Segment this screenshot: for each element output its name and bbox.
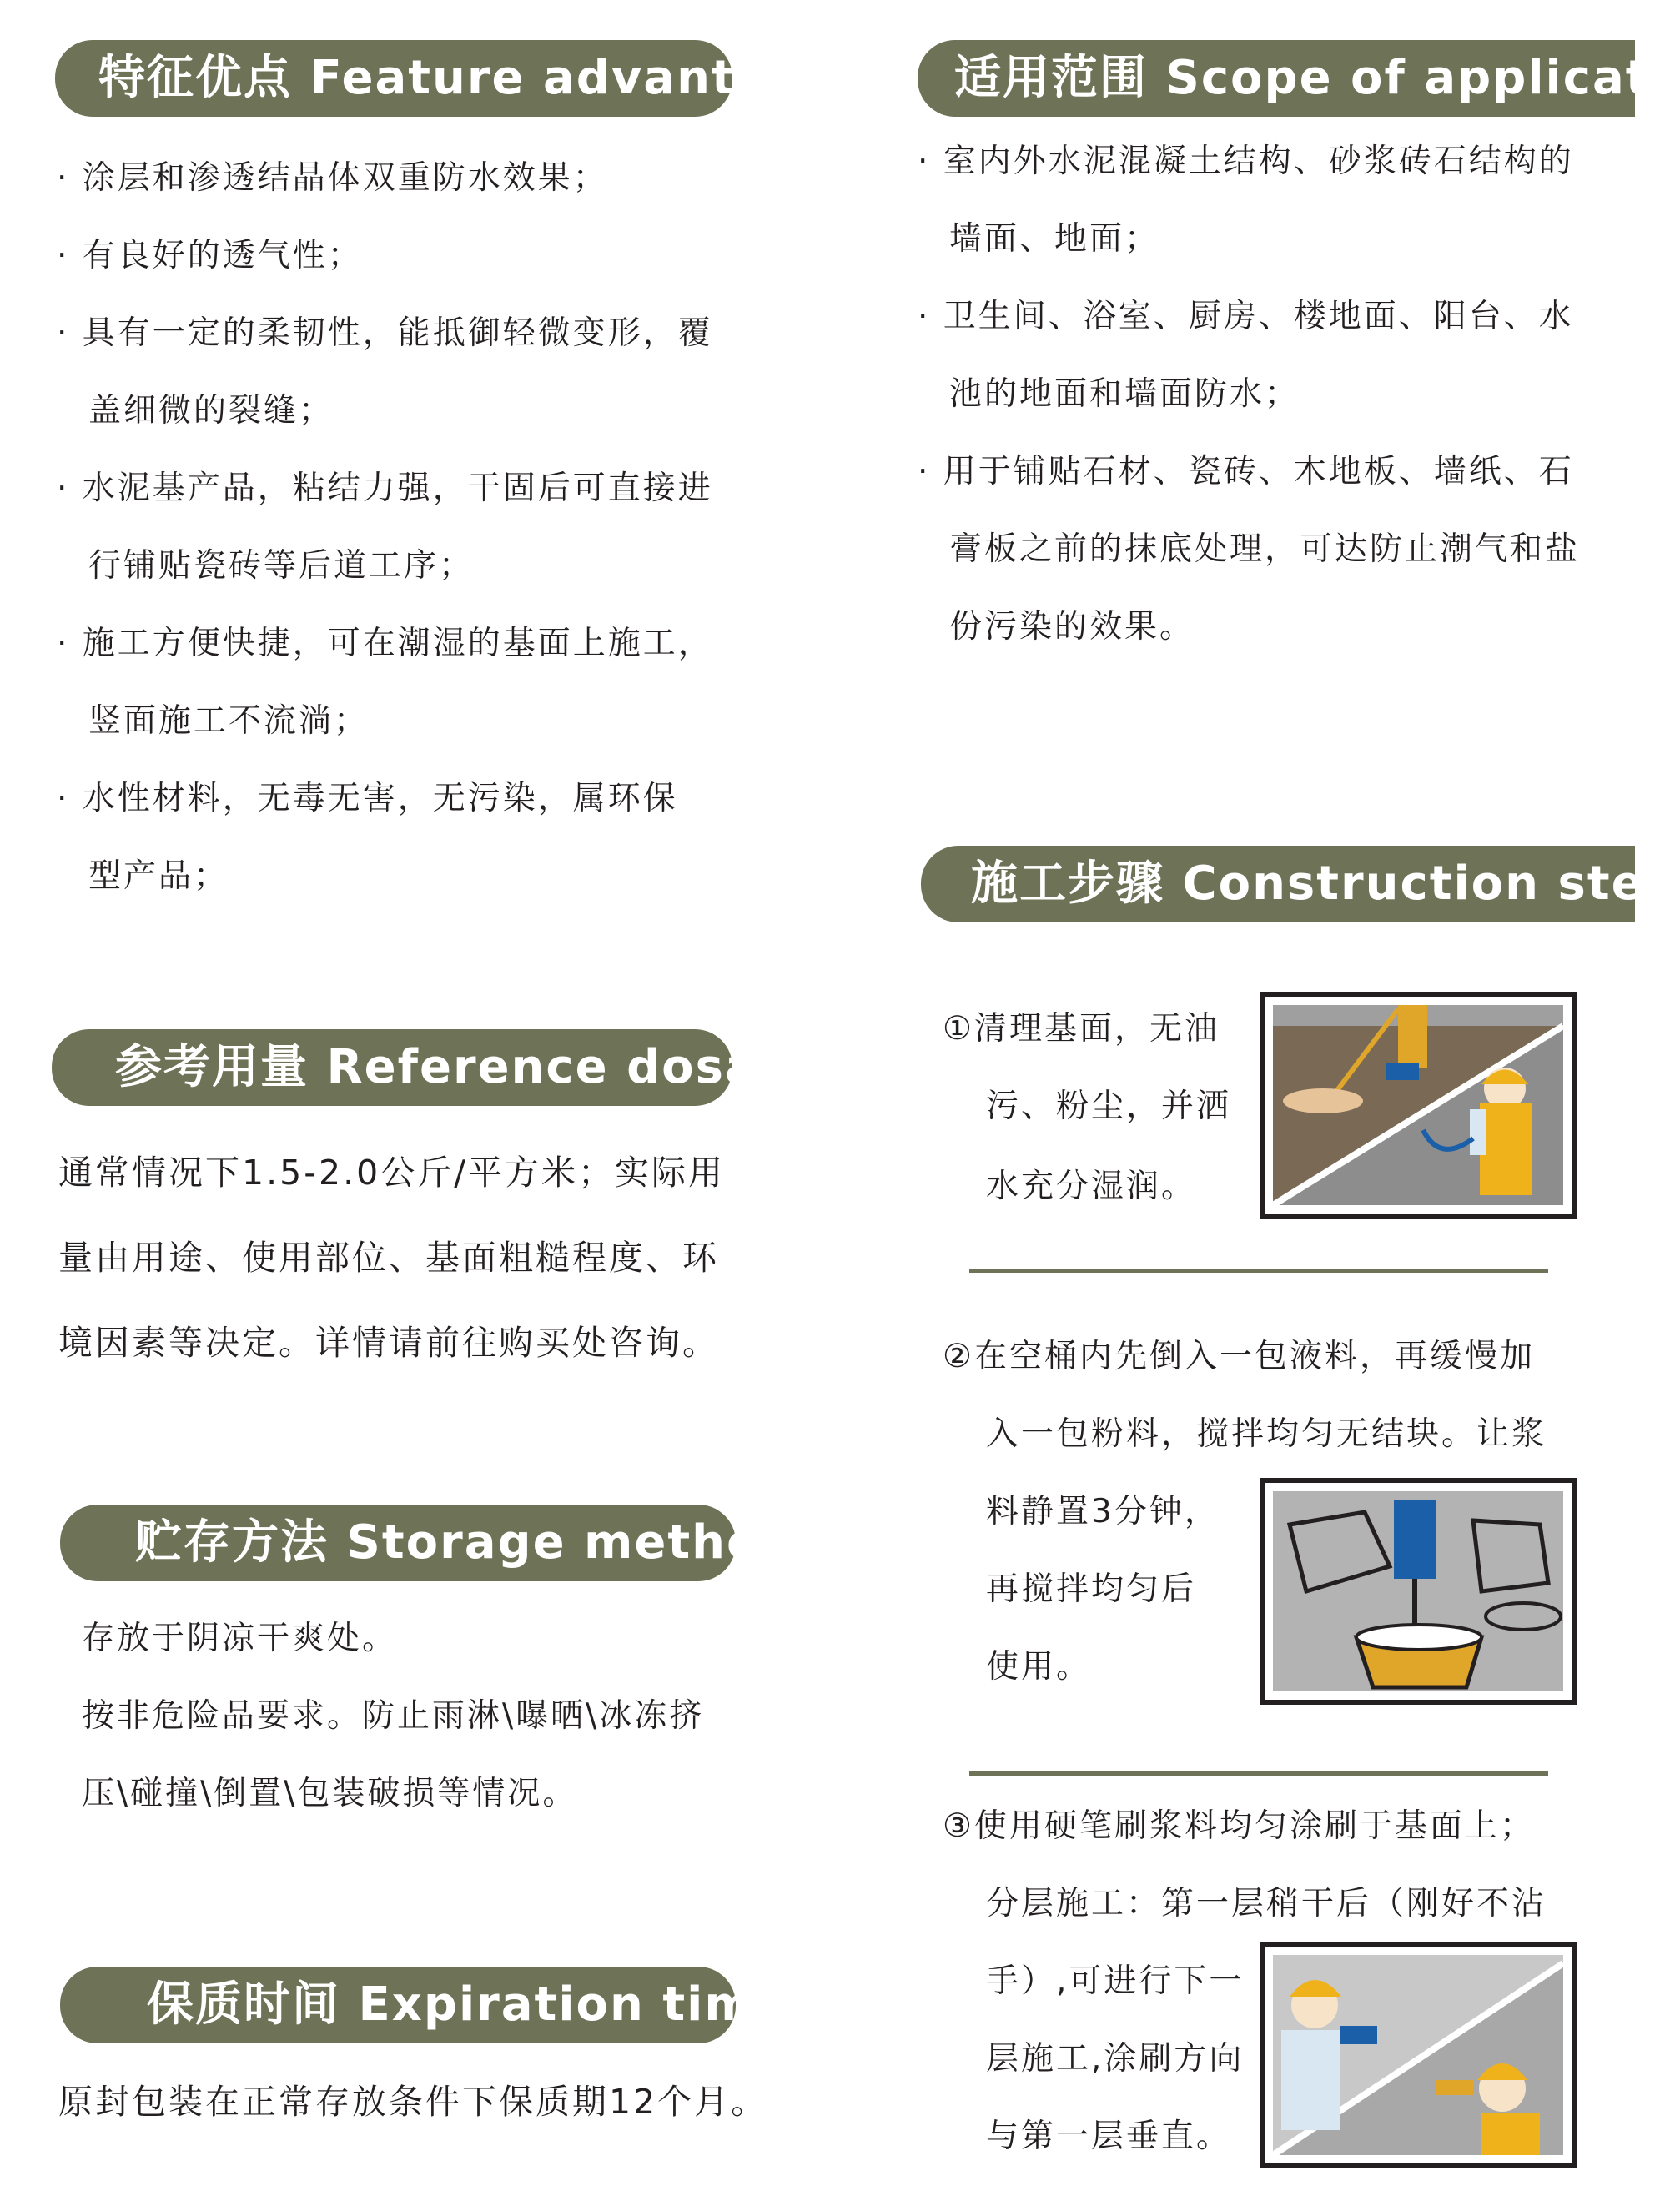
step-line: ③使用硬笔刷浆料均匀涂刷于基面上； [943,1807,1535,1845]
list-item: · 施工方便快捷，可在潮湿的基面上施工， [57,625,713,662]
list-item: · 卫生间、浴室、厨房、楼地面、阳台、水 [918,298,1574,335]
step-line: 再搅拌均匀后 [986,1570,1197,1608]
dosage-heading [52,1029,793,1106]
storage-line: 存放于阴凉干爽处。 [82,1620,398,1657]
expiration-text: 原封包装在正常存放条件下保质期12个月。 [58,2082,768,2122]
list-item: 盖细微的裂缝； [88,392,334,430]
step-line: 水充分湿润。 [986,1168,1197,1205]
list-item: · 具有一定的柔韧性，能抵御轻微变形，覆 [57,314,713,352]
list-item: 型产品； [88,857,229,895]
expiration-heading [60,1967,788,2043]
dosage-line: 境因素等决定。详情请前往购买处咨询。 [58,1323,719,1363]
step-line: ②在空桶内先倒入一包液料，再缓慢加 [943,1338,1535,1375]
step-2-illustration [1260,1478,1577,1705]
steps-heading [921,846,1680,922]
list-item: 墙面、地面； [949,220,1160,258]
list-item: 竖面施工不流淌； [88,702,370,740]
step-line: 分层施工：第一层稍干后（刚好不沾 [986,1885,1547,1922]
step-line: 使用。 [986,1648,1092,1686]
list-item: · 水性材料，无毒无害，无污染，属环保 [57,780,678,817]
scope-heading [918,40,1667,117]
storage-line: 压\碰撞\倒置\包装破损等情况。 [82,1775,578,1812]
step-line: 层施工,涂刷方向 [986,2040,1245,2078]
step-line: ①清理基面，无油 [943,1010,1220,1048]
list-item: · 水泥基产品，粘结力强，干固后可直接进 [57,470,713,507]
step-line: 手）,可进行下一 [986,1962,1245,2000]
step-divider [969,1269,1548,1273]
steps-heading-text: 施工步骤 Construction step [971,857,1680,911]
step-3-illustration [1260,1942,1577,2168]
list-item: · 有良好的透气性； [57,237,363,274]
storage-line: 按非危险品要求。防止雨淋\曝晒\冰冻挤 [82,1697,705,1735]
step-line: 入一包粉料，搅拌均匀无结块。让浆 [986,1415,1547,1453]
dosage-heading-text: 参考用量 Reference dosag [115,1040,793,1094]
dosage-line: 量由用途、使用部位、基面粗糙程度、环 [58,1238,719,1278]
step-line: 污、粉尘，并洒 [986,1088,1232,1125]
step-1-illustration [1260,992,1577,1219]
feature-heading [55,40,804,117]
step-line: 料静置3分钟， [986,1493,1220,1530]
list-item: · 涂层和渗透结晶体双重防水效果； [57,159,608,197]
list-item: · 用于铺贴石材、瓷砖、木地板、墙纸、石 [918,453,1574,490]
feature-heading-text: 特征优点 Feature advantag [98,51,804,105]
step-divider [969,1771,1548,1776]
step-line: 与第一层垂直。 [986,2118,1232,2155]
list-item: · 室内外水泥混凝土结构、砂浆砖石结构的 [918,143,1574,180]
expiration-heading-text: 保质时间 Expiration time [147,1977,788,2032]
list-item: 份污染的效果。 [949,608,1195,646]
dosage-line: 通常情况下1.5-2.0公斤/平方米；实际用 [58,1153,726,1193]
list-item: 膏板之前的抹底处理，可达防止潮气和盐 [949,530,1581,568]
storage-heading-text: 贮存方法 Storage method [135,1515,796,1570]
list-item: 池的地面和墙面防水； [949,375,1300,413]
list-item: 行铺贴瓷砖等后道工序； [88,547,475,585]
storage-heading [60,1505,796,1581]
scope-heading-text: 适用范围 Scope of applicati [954,51,1667,105]
